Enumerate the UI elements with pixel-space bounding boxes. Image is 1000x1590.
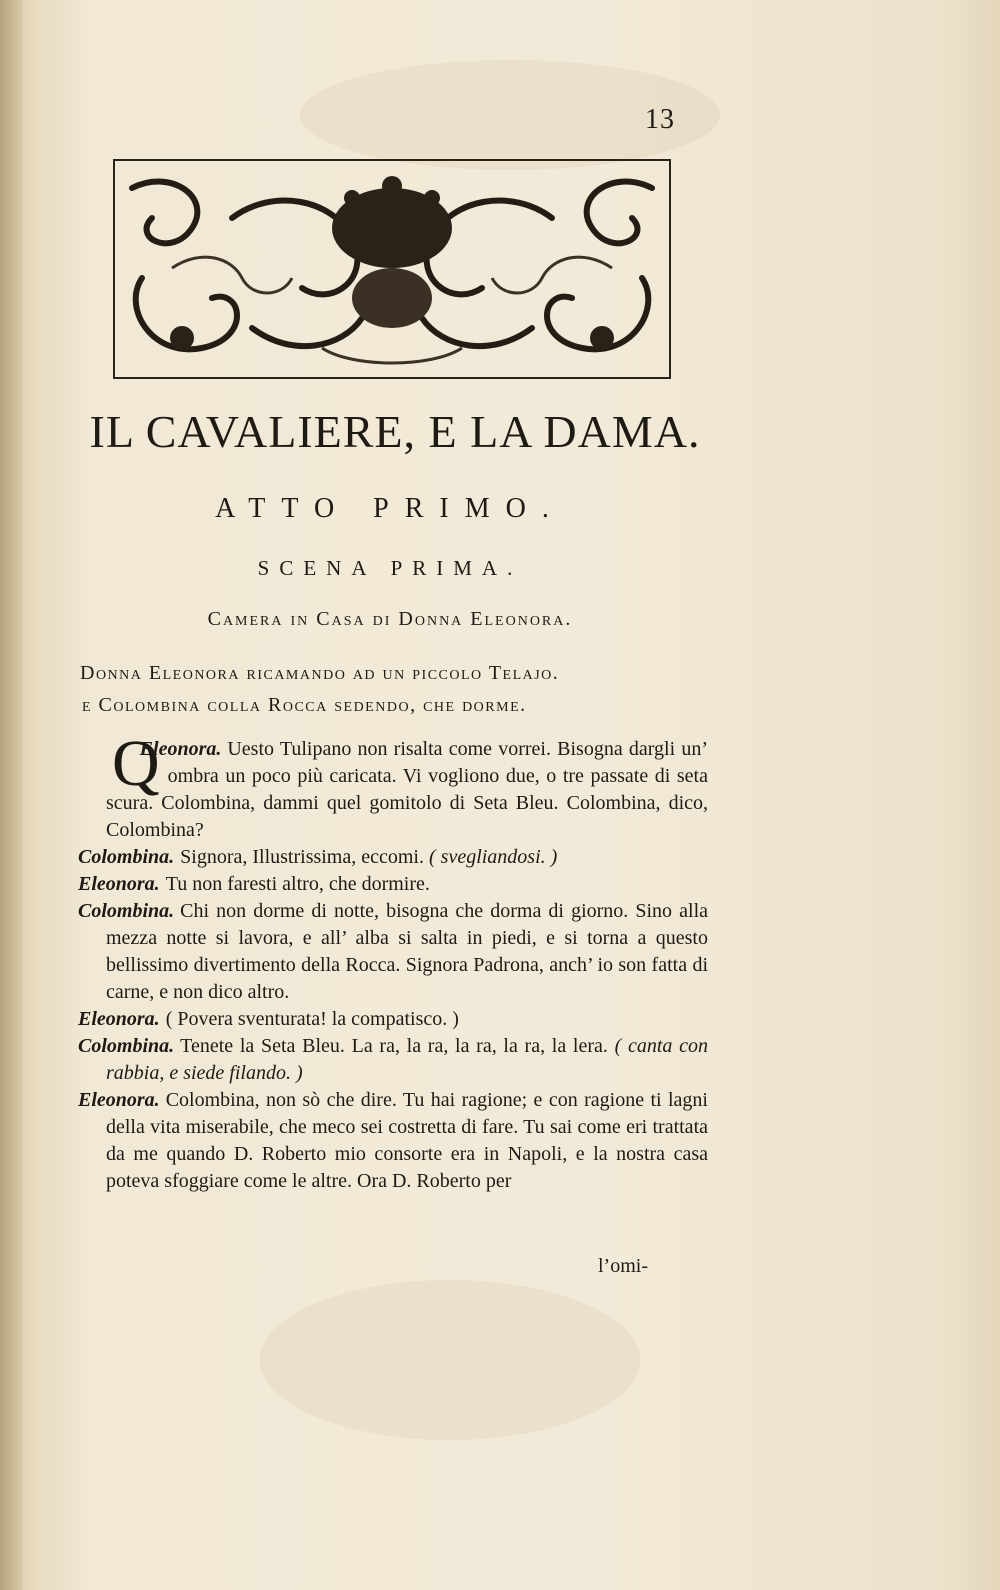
speech-colombina-3 xyxy=(78,1033,708,1087)
speaker-name: Eleonora. xyxy=(78,873,160,895)
book-spine-shadow xyxy=(0,0,22,1590)
speaker-name: Colombina. xyxy=(78,900,175,922)
speaker-name: Eleonora. xyxy=(78,1008,160,1030)
stage-direction: ( canta con rabbia, e siede filando. ) xyxy=(106,1035,708,1084)
catchword: l’omi- xyxy=(598,1255,648,1277)
speech-eleonora-3 xyxy=(78,1006,708,1033)
page-number: 13 xyxy=(645,104,675,135)
character-list xyxy=(80,657,710,721)
speech-text: Tenete la Seta Bleu. La ra, la ra, la ra, la ra, la lera. xyxy=(180,1035,608,1057)
speech-text: Chi non dorme di notte, bisogna che dorma di giorno. Sino alla mezza notte si lavora, e all’ alba si salta in piedi, e si torna a questo bellissimo divertimento della Rocca. Signora Padrona, anch’ io son fatta di carne, e non dico altro. xyxy=(106,900,708,1003)
speech-colombina-2 xyxy=(78,898,708,1006)
act-heading: ATTO PRIMO. xyxy=(215,493,565,524)
drop-cap-letter: Q xyxy=(112,727,160,800)
speech-text: Uesto Tulipano non risalta come vorrei. Bisogna dargli un’ ombra un poco più caricata. Vi vogliono due, o tre passate di seta scura. Colombina, dammi quel gomitolo di Seta Bleu. Colombina, dico, Colombina? xyxy=(106,738,708,841)
speaker-name: Eleonora. xyxy=(78,1089,160,1111)
paper-stain xyxy=(260,1280,640,1440)
speaker-name: Colombina. xyxy=(78,846,175,868)
speech-text: Signora, Illustrissima, eccomi. xyxy=(180,846,424,868)
dialogue-block xyxy=(78,727,708,1195)
speaker-name: Eleonora. xyxy=(139,738,222,760)
speech-text: ( Povera sventurata! la compatisco. ) xyxy=(165,1008,459,1030)
speech-text: Tu non faresti altro, che dormire. xyxy=(165,873,430,895)
decorative-headpiece-ornament xyxy=(112,158,672,380)
stage-direction: ( svegliandosi. ) xyxy=(429,846,558,868)
character-line-2: e Colombina colla Rocca sedendo, che dorme. xyxy=(82,694,527,716)
speech-text: Colombina, non sò che dire. Tu hai ragione; e con ragione ti lagni della vita miserabile, che meco sei costretta di fare. Tu sai come eri trattata da me quando D. Roberto mio consorte era in Napoli, e la nostra casa poteva sfoggiare come le altre. Ora D. Roberto per xyxy=(106,1089,708,1192)
character-line-1: Donna Eleonora ricamando ad un piccolo Telajo. xyxy=(80,662,560,684)
play-title: IL CAVALIERE, E LA DAMA. xyxy=(89,406,701,457)
speech-eleonora-2 xyxy=(78,871,708,898)
scene-setting: Camera in Casa di Donna Eleonora. xyxy=(207,608,573,630)
speaker-name: Colombina. xyxy=(78,1035,175,1057)
speech-eleonora-1 xyxy=(78,727,708,844)
speech-eleonora-4 xyxy=(78,1087,708,1195)
speech-colombina-1 xyxy=(78,844,708,871)
scene-heading: SCENA PRIMA. xyxy=(257,556,523,580)
